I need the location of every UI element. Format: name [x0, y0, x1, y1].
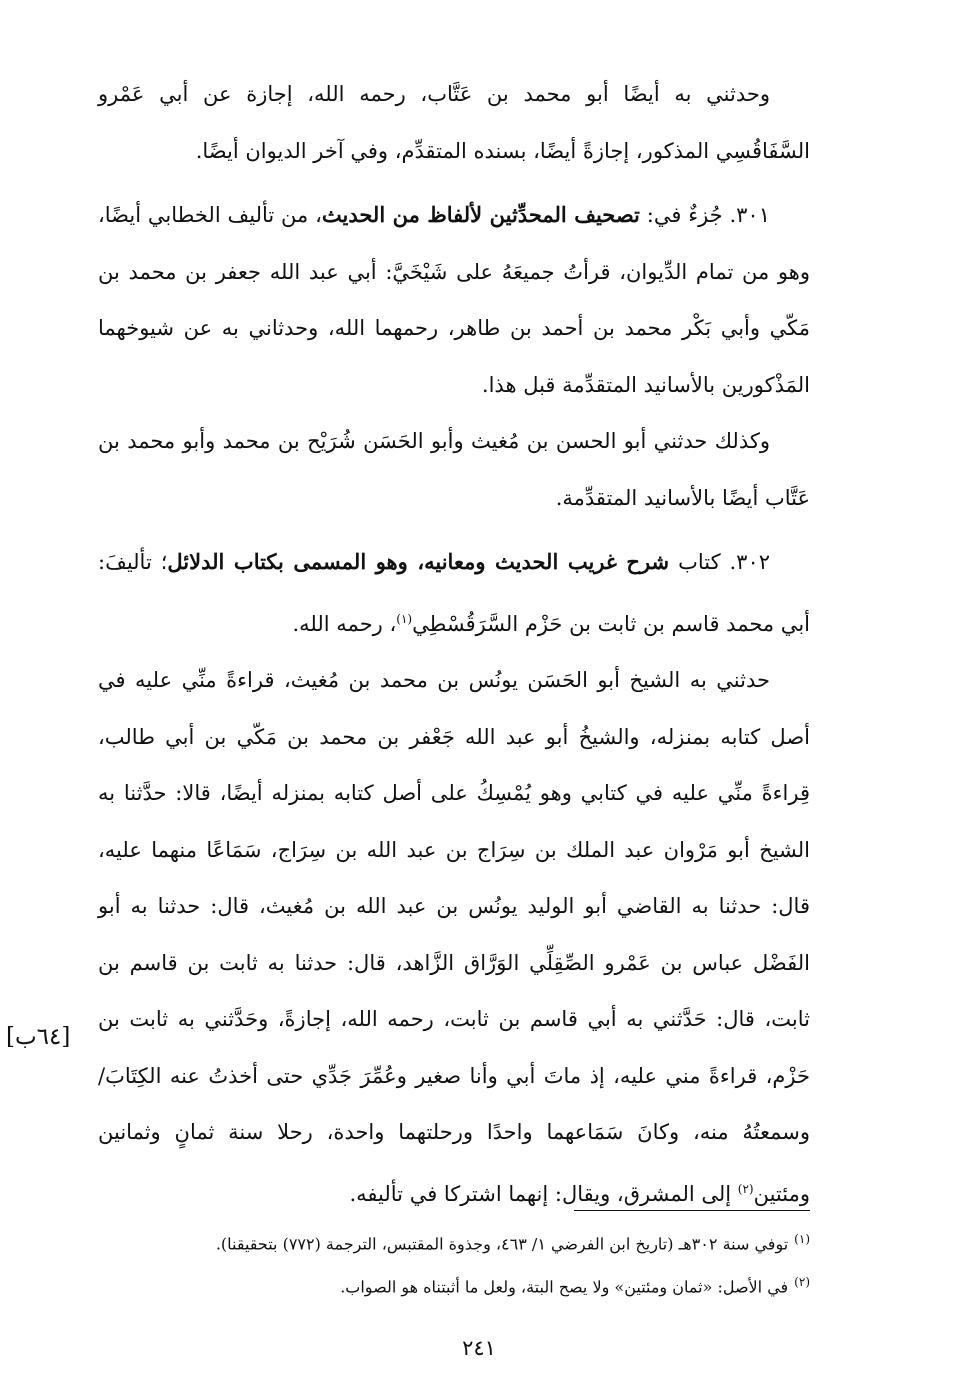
footnote-separator [574, 1210, 810, 1211]
footnotes [98, 1220, 810, 1307]
footnote-ref-1: (١) [396, 611, 413, 626]
entry-302-text: ؛ تأليفَ: أبي محمد قاسم بن ثابت بن حَزْم السَّرَقُسْطِي [98, 550, 810, 636]
entry-302 [98, 534, 810, 652]
manuscript-folio-marker: [٦٤ب] [6, 1024, 71, 1050]
entry-301-number: ٣٠١. جُزءٌ في: [639, 203, 770, 227]
entry-302-title: شرح غريب الحديث ومعانيه، وهو المسمى بكتاب الدلائل [167, 549, 670, 574]
footnote-1 [98, 1220, 810, 1263]
entry-301 [98, 187, 810, 413]
paragraph-intro: وحدثني به أيضًا أبو محمد بن عَتَّاب، رحمه الله، إجازة عن أبي عَمْرو السَّفَاقُسِي المذكور، إجازةً أيضًا، بسنده المتقدِّم، وفي آخر الديوان أيضًا. [98, 82, 810, 163]
footnote-2 [98, 1263, 810, 1306]
entry-302-isnad [98, 652, 810, 1222]
page-number: ٢٤١ [462, 1336, 496, 1360]
entry-301-title: تصحيف المحدِّثين لألفاظ من الحديث [321, 202, 640, 227]
entry-302-number: ٣٠٢. كتاب [669, 550, 771, 574]
entry-301-text: ، من تأليف الخطابي أيضًا، وهو من تمام الدِّيوان، قرأتُ جميعَهُ على شَيْخَيَّ: أبي عبد الله جعفر بن محمد بن مَكّي وأبي بَكْر محمد بن أحمد بن طاهر، رحمهما الله، وحدثاني به عن شيوخهما المَذْكورين بالأسانيد المتقدِّمة قبل هذا. [98, 203, 810, 397]
footnote-text: في الأصل: «ثمان ومئتين» ولا يصح البتة، ولعل ما أثبتناه هو الصواب. [340, 1277, 789, 1297]
footnote-number: (١) [794, 1232, 810, 1246]
footnote-text: توفي سنة ٣٠٢هـ (تاريخ ابن الفرضي ١/ ٤٦٣، وجذوة المقتبس، الترجمة (٧٧٢) بتحقيقنا). [215, 1234, 789, 1254]
footnote-number: (٢) [794, 1275, 810, 1290]
main-text [98, 66, 810, 1222]
entry-302-end: ، رحمه الله. [292, 611, 397, 636]
isnad-text: حدثني به الشيخ أبو الحَسَن يونُس بن محمد بن مُغيث، قراءةً منِّي عليه في أصل كتابه بمنزله، والشيخُ أبو عبد الله جَعْفر بن محمد بن مَكّي بن أبي طالب، قِراءةً منِّي عليه في كتابي وهو يُمْسِكُ على أصل كتابه بمنزله أيضًا، قالا: حدَّثنا به الشيخ أبو مَرْوان عبد الملك بن سِرَاج بن عبد الله بن سِرَاج، سَمَاعًا منهما عليه، قال: حدثنا به القاضي أبو الوليد يونُس بن عبد الله بن مُغيث، قال: حدثنا به أبو الفَضْل عباس بن عَمْرو الصِّقِلِّي الوَرَّاق الزَّاهد، قال: حدثنا به ثابت بن قاسم بن ثابت، قال: حَدَّثني به أبي قاسم بن ثابت، رحمه الله، إجازةً، وحَدَّثني به ثابت بن حَزْم، قراءةً مني عليه، إذ ماتَ أبي وأنا صغير وعُمِّرَ جَدِّي حتى أخذتُ عنه الكِتَابَ/ وسمعتُهُ منه، وكانَ سَمَاعهما واحدًا ورحلتهما واحدة، رحلا سنة ثمانٍ وثمانين ومئتين [98, 668, 810, 1206]
isnad-text-end: إلى المشرق، ويقال: إنهما اشتركا في تأليفه. [349, 1181, 738, 1206]
footnote-ref-2: (٢) [737, 1181, 754, 1196]
entry-301-continuation: وكذلك حدثني أبو الحسن بن مُغيث وأبو الحَسَن شُرَيْح بن محمد وأبو محمد بن عَتَّاب أيضًا بالأسانيد المتقدِّمة. [98, 429, 810, 510]
